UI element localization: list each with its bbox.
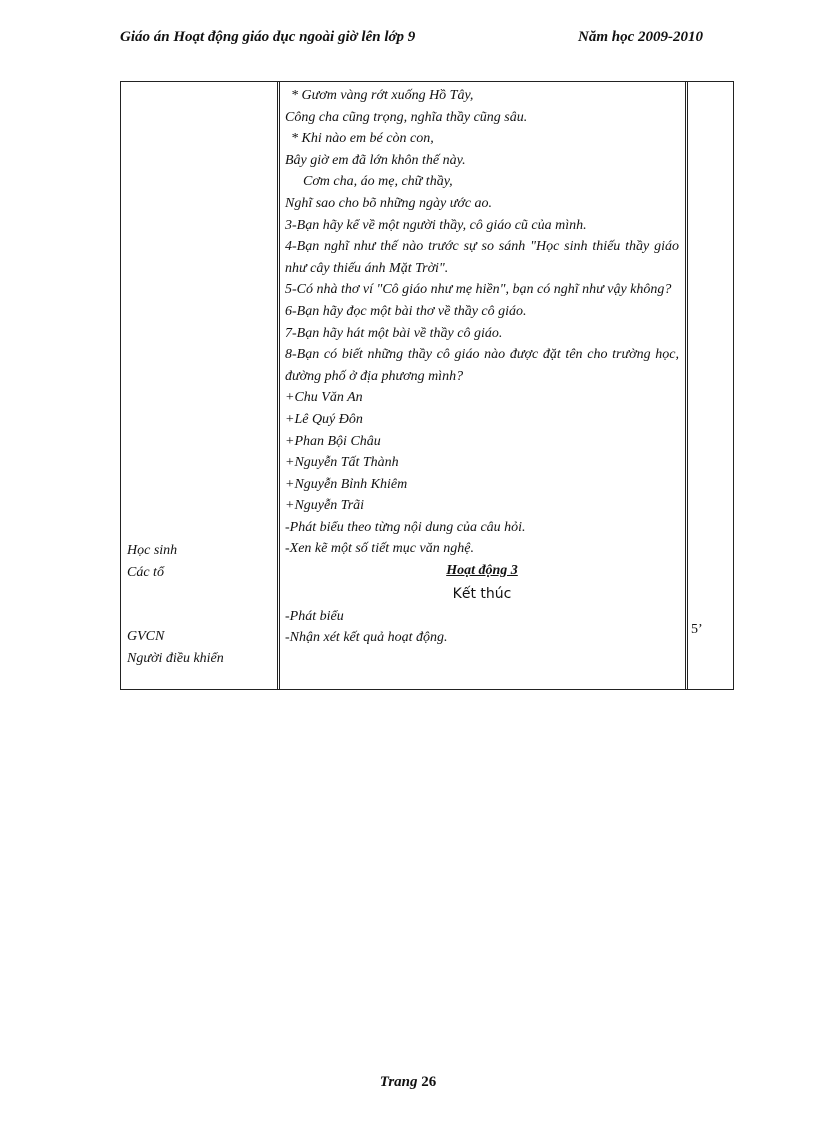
participant-label: GVCN <box>127 629 165 645</box>
poem-line: Nghĩ sao cho bõ những ngày ước ao. <box>285 195 493 211</box>
content-column <box>285 85 679 649</box>
poem-line: Công cha cũng trọng, nghĩa thầy cũng sâu. <box>285 109 528 125</box>
student-activity: -Phát biểu theo từng nội dung của câu hỏi. <box>285 519 526 535</box>
question-item: 3-Bạn hãy kể về một người thầy, cô giáo cũ của mình. <box>285 217 587 233</box>
question-item: 7-Bạn hãy hát một bài về thầy cô giáo. <box>285 325 503 341</box>
question-item: 5-Có nhà thơ ví "Cô giáo như mẹ hiền", bạn có nghĩ như vậy không? <box>285 282 672 298</box>
question-item: 6-Bạn hãy đọc một bài thơ về thầy cô giáo. <box>285 303 527 319</box>
column-divider <box>279 82 280 689</box>
teacher-name: +Nguyễn Bỉnh Khiêm <box>285 476 408 492</box>
poem-line: * Gươm vàng rớt xuống Hồ Tây, <box>291 88 474 103</box>
document-title: Giáo án Hoạt động giáo dục ngoài giờ lên lớp 9 <box>120 29 416 45</box>
teacher-name: +Nguyễn Tất Thành <box>285 455 399 471</box>
page-header <box>0 29 816 51</box>
activity-title: Hoạt động 3 <box>446 563 518 579</box>
question-item: 8-Bạn có biết những thầy cô giáo nào được đặt tên cho trường học, đường phố ở địa phương mình? <box>285 347 679 384</box>
participant-label: Các tổ <box>127 564 164 580</box>
poem-line: Bây giờ em đã lớn khôn thế này. <box>285 152 466 168</box>
teacher-name: +Phan Bội Châu <box>285 433 381 449</box>
participant-label: Học sinh <box>127 543 178 558</box>
column-divider <box>277 82 278 689</box>
student-activity: -Xen kẽ một số tiết mục văn nghệ. <box>285 541 474 557</box>
column-divider <box>687 82 688 689</box>
page-footer <box>0 1074 816 1091</box>
poem-line: * Khi nào em bé còn con, <box>291 131 434 147</box>
poem-line: Cơm cha, áo mẹ, chữ thầy, <box>303 174 453 190</box>
closing-activity: -Phát biểu <box>285 608 344 624</box>
school-year: Năm học 2009-2010 <box>578 29 703 45</box>
column-divider <box>685 82 686 689</box>
page-number: 26 <box>421 1074 437 1090</box>
closing-activity: -Nhận xét kết quả hoạt động. <box>285 630 448 646</box>
teacher-name: +Lê Quý Đôn <box>285 411 363 427</box>
question-item: 4-Bạn nghĩ như thế nào trước sự so sánh "Học sinh thiếu thầy giáo như cây thiếu ánh Mặt Trời". <box>285 239 679 276</box>
lesson-table <box>120 81 734 690</box>
page-label: Trang <box>379 1074 418 1090</box>
time-duration: 5’ <box>691 622 703 637</box>
activity-subtitle: Kết thúc <box>452 585 512 602</box>
participants-column <box>127 540 272 669</box>
teacher-name: +Chu Văn An <box>285 390 363 406</box>
participant-label: Người điều khiển <box>127 650 224 666</box>
teacher-name: +Nguyễn Trãi <box>285 498 365 514</box>
